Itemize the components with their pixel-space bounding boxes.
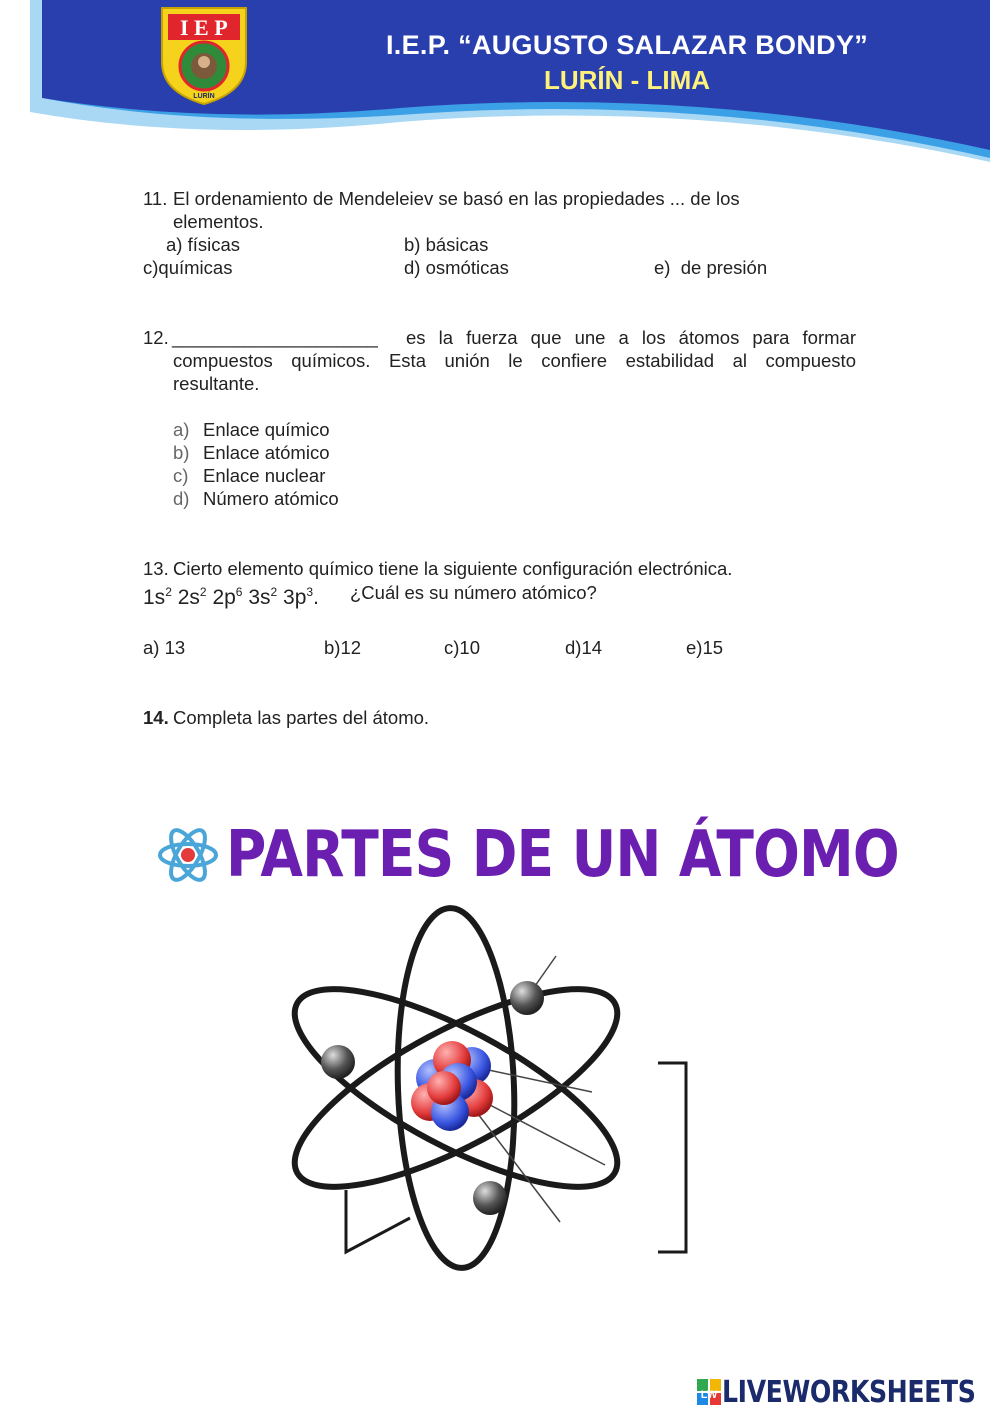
- atom-icon: [156, 822, 220, 888]
- q13-number: 13.: [143, 558, 169, 579]
- q14-text: Completa las partes del átomo.: [173, 707, 430, 728]
- q12-option-letter: a): [173, 419, 190, 440]
- q11-option-b[interactable]: b) básicas: [404, 234, 489, 255]
- q11-option-c[interactable]: c)químicas: [143, 257, 233, 278]
- electron: [321, 1045, 355, 1079]
- school-name: I.E.P. “AUGUSTO SALAZAR BONDY”: [386, 30, 869, 60]
- q12-number: 12.: [143, 327, 169, 348]
- atom-diagram: [260, 900, 720, 1280]
- header-banner: [0, 0, 1000, 175]
- label-bracket-left: [346, 1190, 410, 1252]
- label-bracket-right: [658, 1063, 686, 1252]
- school-city: LURÍN - LIMA: [544, 65, 711, 95]
- q11-option-e[interactable]: e) de presión: [654, 257, 768, 278]
- q11-option-d[interactable]: d) osmóticas: [404, 257, 509, 278]
- q12-text-line1: es la fuerza que une a los átomos para formar: [406, 327, 856, 348]
- q12-option-label: Número atómico: [203, 488, 339, 509]
- q12-text-line2: compuestos químicos. Esta unión le confiere estabilidad al compuesto: [173, 350, 856, 371]
- config-term: $2p^6$: [212, 585, 243, 609]
- q14-number: 14.: [143, 707, 169, 728]
- liveworksheets-logo-icon: [697, 1379, 721, 1405]
- svg-text:LW: LW: [700, 1389, 718, 1401]
- q12-option-letter: d): [173, 488, 190, 509]
- config-term: $1s^2$: [143, 585, 172, 609]
- svg-text:I E P: I E P: [180, 15, 228, 40]
- q12-option-letter: b): [173, 442, 190, 463]
- q13-question: ¿Cuál es su número atómico?: [350, 582, 597, 603]
- q12-option-b[interactable]: [173, 441, 329, 464]
- config-term: $2s^2$: [177, 585, 207, 609]
- school-crest-logo: [158, 4, 250, 108]
- q11-option-a[interactable]: a) físicas: [166, 234, 241, 255]
- q11-number: 11.: [143, 188, 168, 209]
- q12-option-label: Enlace químico: [203, 419, 330, 440]
- config-term: $3s^2$: [248, 585, 278, 609]
- q13-option-c[interactable]: c)10: [444, 637, 480, 658]
- q13-text: Cierto elemento químico tiene la siguiente configuración electrónica.: [173, 558, 733, 579]
- q11-text-line2: elementos.: [173, 211, 264, 232]
- q13-option-a[interactable]: a) 13: [143, 637, 186, 658]
- q12-blank[interactable]: ____________________: [172, 327, 378, 348]
- config-term: $3p^3$: [283, 585, 314, 609]
- q12-option-a[interactable]: [173, 418, 329, 441]
- q13-option-e[interactable]: e)15: [686, 637, 724, 658]
- proton: [427, 1071, 461, 1105]
- q12-option-label: Enlace nuclear: [203, 465, 326, 486]
- q13-option-d[interactable]: d)14: [565, 637, 603, 658]
- q12-option-c[interactable]: [173, 464, 325, 487]
- config-end: .: [313, 586, 319, 609]
- liveworksheets-brand[interactable]: LIVEWORKSHEETS: [722, 1375, 976, 1410]
- q12-option-letter: c): [173, 465, 189, 486]
- svg-text:LURÍN: LURÍN: [193, 93, 215, 100]
- electron: [473, 1181, 507, 1215]
- diagram-title: PARTES DE UN ÁTOMO: [226, 818, 899, 892]
- q12-text-line3: resultante.: [173, 373, 260, 394]
- q11-text-line1: El ordenamiento de Mendeleiev se basó en las propiedades ... de los: [173, 188, 740, 209]
- q13-electron-config: [143, 586, 319, 610]
- q12-option-d[interactable]: [173, 487, 339, 510]
- electron: [510, 981, 544, 1015]
- q12-option-label: Enlace atómico: [203, 442, 330, 463]
- q13-option-b[interactable]: b)12: [324, 637, 362, 658]
